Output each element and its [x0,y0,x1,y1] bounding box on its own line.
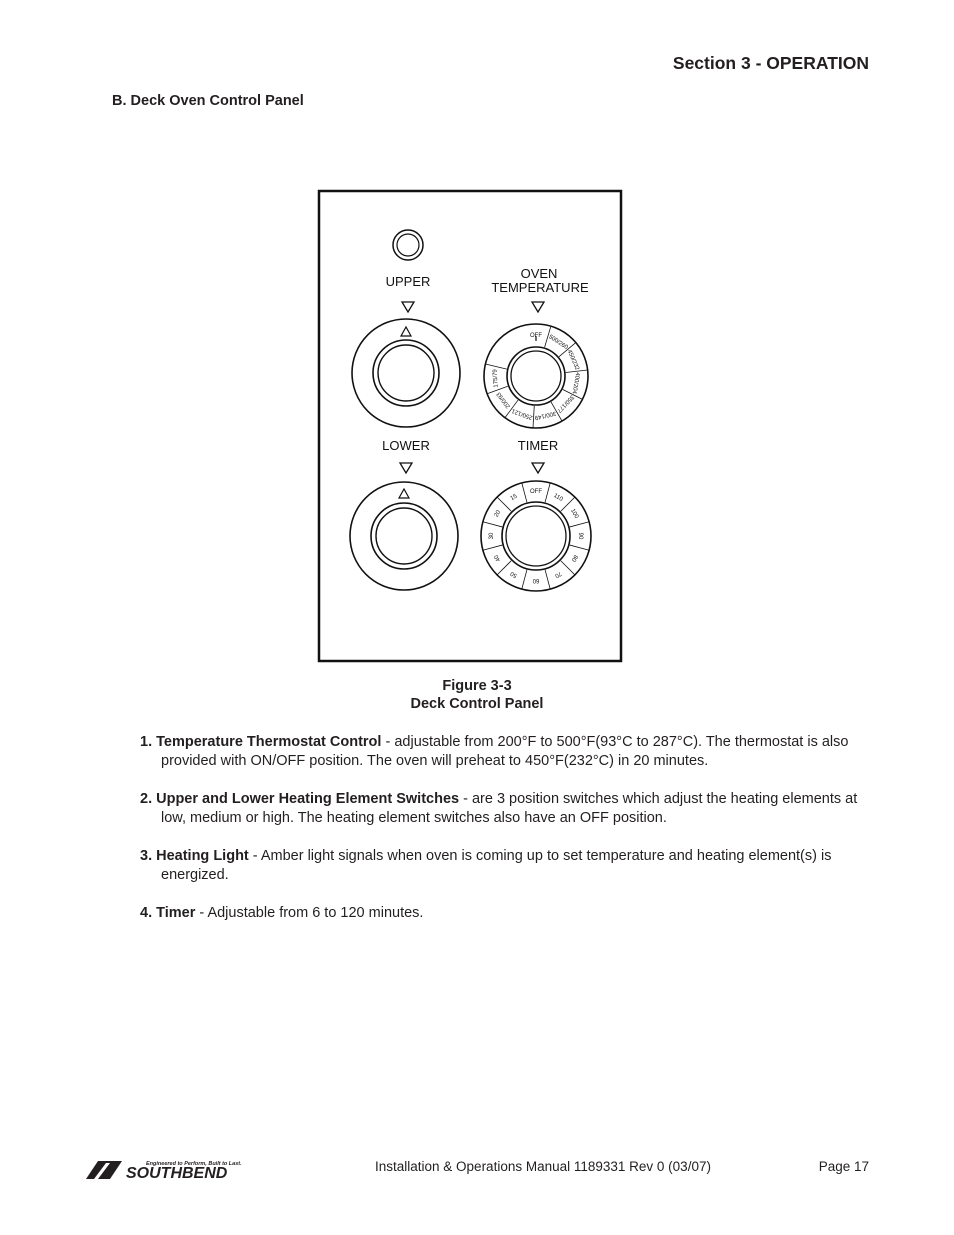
list-item [140,733,880,770]
temperature-dial-mark: 350/177 [555,393,575,414]
timer-dial-mark: 30 [489,532,495,540]
list-item [140,847,880,884]
temperature-dial-mark: 200/93 [496,390,512,410]
timer-dial-mark: 50 [509,569,519,579]
timer-dial-mark: OFF [530,489,542,495]
temperature-dial-mark: 500/260 [547,334,569,352]
timer-dial-mark: 110 [552,492,564,503]
footer-page-number: Page 17 [818,1159,869,1174]
control-panel-figure [316,188,626,664]
southbend-logo [84,1157,284,1181]
item-text: - adjustable from 200°F to 500°F(93°C to 287°C). The thermostat is also provided with ON/OFF position. The oven will preheat to 450°F(232°C) in 20 minutes. [161,734,849,769]
temperature-dial-mark: 175/79 [492,368,500,388]
control-descriptions [140,733,880,943]
item-text: - are 3 position switches which adjust the heating elements at low, medium or high. The heating element switches also have an OFF position. [161,791,858,826]
temperature-dial-mark: 300/149 [533,409,557,421]
label-oven: OVEN [520,266,558,281]
item-text: - Adjustable from 6 to 120 minutes. [195,905,424,921]
timer-dial-mark: 70 [553,569,563,579]
temperature-dial-mark: OFF [530,333,542,339]
item-term: 2. Upper and Lower Heating Element Switches [140,791,460,807]
figure-caption-number: Figure 3-3 [442,678,512,694]
label-temperature: TEMPERATURE [491,280,589,295]
item-text: - Amber light signals when oven is coming up to set temperature and heating element(s) is energized. [161,848,832,883]
timer-dial-mark: 15 [509,493,519,503]
timer-dial-mark: 60 [532,577,540,583]
panel-frame [319,191,621,661]
item-term: 4. Timer [140,905,196,921]
timer-dial-mark: 20 [493,509,503,519]
list-item [140,790,880,827]
label-lower: LOWER [382,438,430,453]
item-term: 3. Heating Light [140,848,249,864]
label-timer: TIMER [517,438,559,453]
timer-dial-mark: 90 [577,532,583,540]
item-term: 1. Temperature Thermostat Control [140,734,382,750]
temperature-dial-mark: 250/121 [511,407,534,421]
logo-wordmark: SOUTHBEND [126,1165,228,1181]
timer-dial-mark: 40 [493,553,503,563]
timer-dial-mark: 80 [569,553,579,563]
footer-manual-info: Installation & Operations Manual 1189331 Rev 0 (03/07) [375,1159,711,1174]
label-upper: UPPER [385,274,431,289]
temperature-dial-mark: 400/204 [570,371,581,395]
temperature-dial-mark: 450/232 [565,349,580,372]
subsection-title: B. Deck Oven Control Panel [112,93,304,109]
list-item [140,904,880,923]
figure-caption-title: Deck Control Panel [410,696,544,712]
logo-tagline: Engineered to Perform, Built to Last. [146,1161,242,1167]
timer-dial-mark: 100 [569,508,580,520]
section-title: Section 3 - OPERATION [672,53,869,73]
